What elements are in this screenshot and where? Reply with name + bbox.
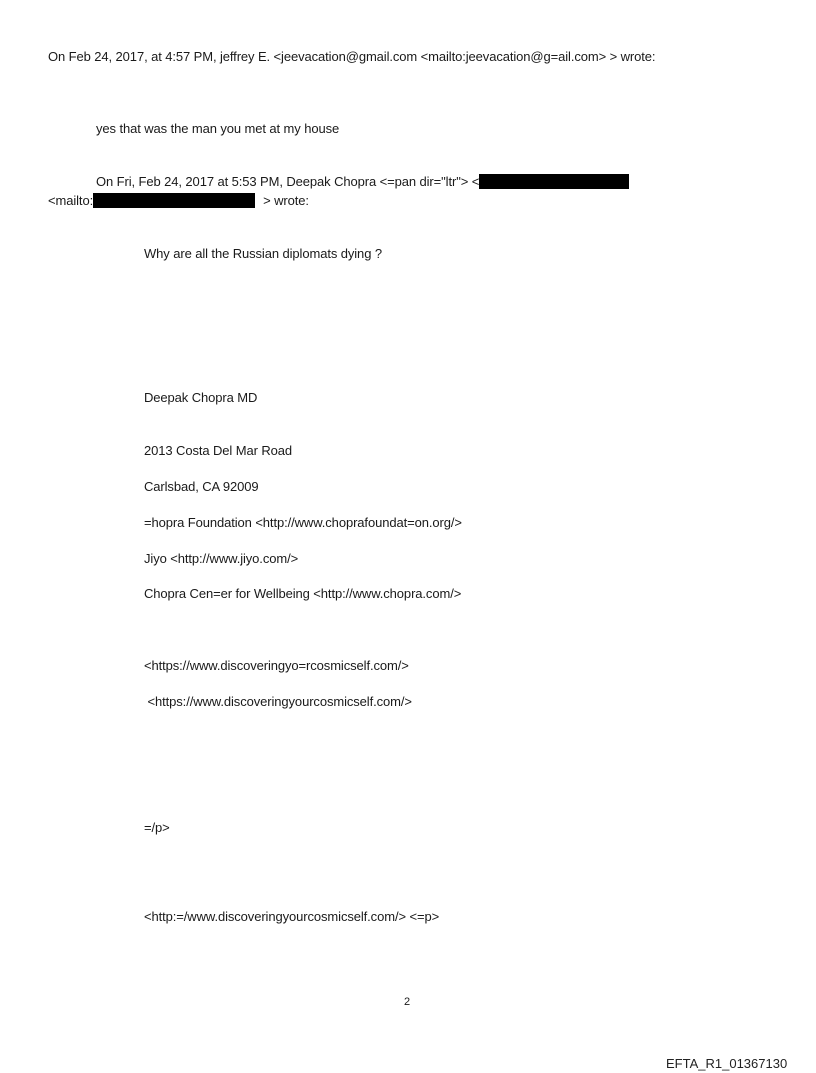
quoted-body: Why are all the Russian diplomats dying ? bbox=[144, 246, 382, 261]
page-number: 2 bbox=[404, 996, 411, 1008]
signature-link-cosmicself-1: <https://www.discoveringyo=rcosmicself.com/> bbox=[144, 658, 409, 673]
mailto-prefix: <mailto: bbox=[48, 193, 94, 208]
reply-text: yes that was the man you met at my house bbox=[96, 121, 340, 136]
redaction-box bbox=[479, 174, 629, 189]
signature-link-jiyo: Jiyo <http://www.jiyo.com/> bbox=[144, 551, 299, 566]
quoted-header-line bbox=[96, 174, 629, 190]
quoted-header-text: On Fri, Feb 24, 2017 at 5:53 PM, Deepak Chopra <=pan dir="ltr"> < bbox=[96, 174, 480, 189]
signature-name: Deepak Chopra MD bbox=[144, 390, 258, 405]
bates-number: EFTA_R1_01367130 bbox=[666, 1056, 788, 1071]
html-fragment: =/p> bbox=[144, 820, 170, 835]
signature-link-cosmicself-3: <http:=/www.discoveringyourcosmicself.com/> <=p> bbox=[144, 909, 440, 924]
signature-link-wellbeing: Chopra Cen=er for Wellbeing <http://www.chopra.com/> bbox=[144, 586, 462, 601]
signature-address-line2: Carlsbad, CA 92009 bbox=[144, 479, 259, 494]
redaction-box bbox=[93, 193, 255, 208]
mailto-suffix: > wrote: bbox=[263, 193, 309, 208]
email-header-line: On Feb 24, 2017, at 4:57 PM, jeffrey E. <jeevacation@gmail.com <mailto:jeevacation@g=ail.com> > wrote: bbox=[48, 49, 656, 64]
signature-address-line1: 2013 Costa Del Mar Road bbox=[144, 443, 293, 458]
quoted-header-mailto-line bbox=[48, 193, 309, 209]
signature-link-foundation: =hopra Foundation <http://www.choprafoundat=on.org/> bbox=[144, 515, 462, 530]
signature-link-cosmicself-2: <https://www.discoveringyourcosmicself.com/> bbox=[144, 694, 412, 709]
